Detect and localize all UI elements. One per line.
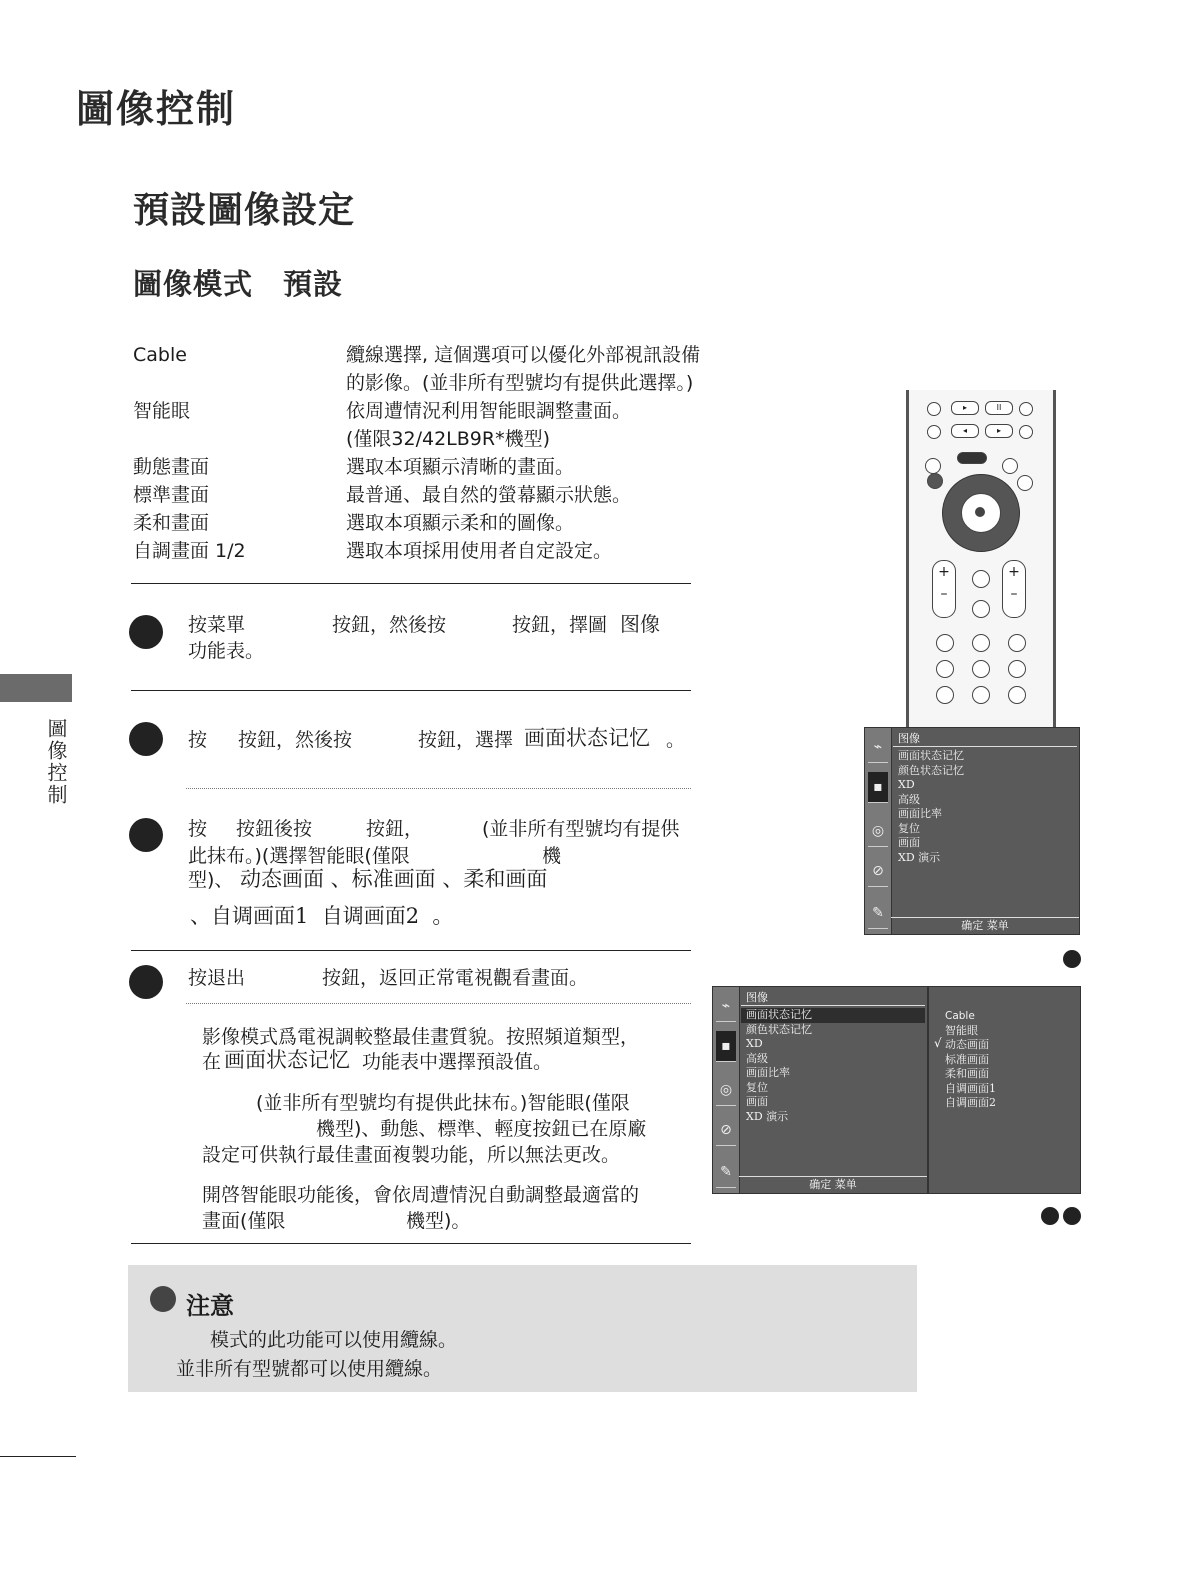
osd-item[interactable]: 高级: [746, 1051, 768, 1065]
step-3-text-1b: 按鈕後按: [236, 818, 313, 840]
info-line-3: (並非所有型號均有提供此抹布。)智能眼(僅限: [256, 1092, 630, 1114]
forward-button: ▸: [985, 424, 1013, 438]
note-bullet-icon: [150, 1286, 176, 1312]
info-menu-name: 画面状态记忆: [224, 1048, 350, 1072]
prev-button: [927, 425, 941, 439]
mode-name-smart-eye: 智能眼: [133, 400, 191, 422]
step-3-bullet: [129, 818, 163, 852]
osd-item[interactable]: 画面: [746, 1095, 768, 1108]
osd-item[interactable]: XD 演示: [898, 850, 941, 864]
info-line-6: 開啓智能眼功能後，會依周遭情況自動調整最適當的: [202, 1184, 640, 1206]
number-button: [972, 634, 990, 652]
exit-button: [1002, 458, 1018, 474]
osd-item[interactable]: 复位: [746, 1080, 768, 1094]
info-line-2a: 在: [202, 1051, 222, 1073]
step-2-text-c: 按鈕，選擇: [418, 729, 514, 751]
step-4-bullet: [129, 965, 163, 999]
osd-submenu: [928, 986, 1081, 1194]
figure-marker: [1063, 950, 1081, 968]
dotted-divider: [186, 1003, 691, 1004]
osd-item[interactable]: 高级: [898, 792, 920, 806]
option-icon: ✎: [868, 898, 888, 929]
ok-center-icon: [975, 507, 985, 517]
osd-item-list: [898, 749, 964, 865]
number-button: [936, 634, 954, 652]
rewind-button: ◂: [951, 424, 979, 438]
divider: [131, 950, 691, 951]
note-line-1: 模式的此功能可以使用纜線。: [210, 1329, 458, 1351]
step-3-text-1d: (並非所有型號均有提供: [482, 818, 680, 840]
number-button: [936, 686, 954, 704]
stop-button: [1019, 402, 1033, 416]
osd-subitem-selected[interactable]: 动态画面: [945, 1038, 989, 1051]
step-3-text-2a: 此抹布。)(選擇智能眼(僅限: [188, 845, 410, 867]
step-2-menu-name: 画面状态记忆: [524, 726, 650, 750]
subsection-title: 圖像模式 預設: [133, 267, 344, 301]
minus-icon: –: [1010, 586, 1018, 602]
time-icon: ⊘: [868, 856, 888, 887]
info-button: [1017, 475, 1033, 491]
number-button: [1008, 660, 1026, 678]
channel-rocker: [1002, 560, 1026, 618]
mode-name-cable: Cable: [133, 344, 187, 366]
step-3-text-1a: 按: [188, 818, 208, 840]
mode-desc-smart-eye: 依周遭情況利用智能眼調整畫面。 (僅限32/42LB9R*機型): [346, 400, 632, 450]
step-3-user-modes: 、自调画面1 自调画面2 。: [190, 904, 454, 928]
record-button: [927, 402, 941, 416]
info-line-7a: 畫面(僅限: [202, 1210, 286, 1232]
time-icon: ⊘: [716, 1115, 736, 1146]
osd-footer: 确定 菜单: [891, 917, 1079, 934]
side-tab-marker: [0, 674, 72, 702]
satellite-icon: ⌁: [716, 991, 736, 1022]
osd-subitem[interactable]: 自调画面2: [945, 1096, 996, 1109]
step-1-bullet: [129, 615, 163, 649]
divider: [131, 583, 691, 584]
number-button: [1008, 686, 1026, 704]
note-title: 注意: [186, 1292, 234, 1320]
section-title: 預設圖像設定: [133, 190, 356, 231]
fav-button: [972, 570, 990, 588]
dotted-divider: [186, 788, 691, 789]
step-3-text-2b: 機: [542, 845, 562, 867]
volume-rocker: [932, 560, 956, 618]
remote-control: [906, 390, 1056, 735]
divider: [131, 690, 691, 691]
step-3-text-3a: 型)、: [188, 869, 234, 891]
step-3-text-1c: 按鈕，: [366, 818, 424, 840]
chapter-title: 圖像控制: [76, 87, 237, 131]
audio-icon: ◎: [868, 816, 888, 847]
info-line-7b: 機型)。: [406, 1210, 471, 1232]
picture-icon: ▪: [716, 1031, 736, 1062]
number-button: [972, 660, 990, 678]
osd-subitem[interactable]: Cable: [945, 1010, 975, 1022]
osd-item[interactable]: 复位: [898, 821, 920, 835]
info-line-5: 設定可供執行最佳畫面複製功能，所以無法更改。: [202, 1144, 621, 1166]
osd-subitem[interactable]: 标准画面: [945, 1052, 989, 1066]
mode-desc-mild: 選取本項顯示柔和的圖像。: [346, 512, 575, 534]
plus-icon: +: [1008, 564, 1020, 580]
step-1-text-e: 功能表。: [188, 640, 265, 662]
osd-item-selected[interactable]: 画面状态记忆: [741, 1008, 925, 1023]
figure-marker: [1063, 1207, 1081, 1225]
mode-name-mild: 柔和畫面: [133, 512, 210, 534]
plus-icon: +: [938, 564, 950, 580]
info-line-1: 影像模式爲電視調較整最佳畫質貌。按照頻道類型，: [202, 1026, 640, 1048]
mode-name-standard: 標準畫面: [133, 484, 210, 506]
satellite-icon: ⌁: [868, 732, 888, 763]
osd-item[interactable]: 画面状态记忆: [898, 749, 964, 762]
step-2-text-e: 。: [666, 729, 686, 751]
osd-rule: [893, 746, 1077, 747]
osd-item[interactable]: 画面比率: [898, 807, 942, 820]
next-button: [1019, 425, 1033, 439]
pause-button: II: [985, 401, 1013, 415]
osd-submenu-list: [945, 1009, 996, 1111]
step-4-text-a: 按退出: [188, 967, 246, 989]
note-line-2: 並非所有型號都可以使用纜線。: [176, 1358, 443, 1380]
mute-button: [972, 600, 990, 618]
number-button: [1008, 634, 1026, 652]
step-3-mode-list: 动态画面 、标准画面 、柔和画面: [240, 867, 548, 891]
osd-sidebar: [865, 728, 892, 934]
number-button: [936, 660, 954, 678]
mode-name-dynamic: 動態畫面: [133, 456, 210, 478]
figure-marker: [1041, 1207, 1059, 1225]
osd-item[interactable]: 颜色状态记忆: [898, 763, 964, 777]
step-1-menu-name: 图像: [620, 612, 660, 636]
osd-item[interactable]: 颜色状态记忆: [746, 1022, 812, 1036]
osd-title: 图像: [898, 732, 920, 745]
mode-desc-dynamic: 選取本項顯示清晰的畫面。: [346, 456, 575, 478]
step-2-bullet: [129, 722, 163, 756]
q-view-button: [927, 473, 943, 489]
info-line-4: 機型)、動態、標準、輕度按鈕已在原廠: [316, 1118, 647, 1140]
osd-subitem[interactable]: 柔和画面: [945, 1067, 989, 1080]
mode-desc-cable: 纜線選擇, 這個選項可以優化外部視訊設備 的影像。(並非所有型號均有提供此選擇。): [346, 344, 701, 394]
osd-rule: [741, 1005, 925, 1006]
step-2-text-a: 按: [188, 729, 208, 751]
step-1-text-b: 按鈕，然後按: [332, 614, 447, 636]
osd-sidebar: [713, 987, 740, 1193]
side-tab-label: 圖像控制: [44, 718, 68, 806]
play-button: ▸: [951, 401, 979, 415]
audio-icon: ◎: [716, 1075, 736, 1106]
step-2-text-b: 按鈕，然後按: [238, 729, 353, 751]
option-icon: ✎: [716, 1157, 736, 1188]
menu-button: [925, 458, 941, 474]
osd-item[interactable]: XD: [746, 1037, 763, 1050]
osd-item[interactable]: XD: [898, 778, 915, 791]
step-1-text-a: 按菜單: [188, 614, 246, 636]
osd-subitem[interactable]: 智能眼: [945, 1023, 978, 1037]
number-button: [972, 686, 990, 704]
info-line-2b: 功能表中選擇預設值。: [356, 1051, 553, 1073]
osd-item[interactable]: 画面比率: [746, 1066, 790, 1079]
footer-rule: [0, 1456, 76, 1457]
ok-top-button: [957, 452, 987, 464]
osd-title: 图像: [746, 991, 768, 1004]
check-icon: √: [934, 1036, 942, 1050]
osd-item-list: [741, 1008, 925, 1124]
mode-desc-standard: 最普通、最自然的螢幕顯示狀態。: [346, 484, 632, 506]
step-4-text-b: 按鈕，返回正常電視觀看畫面。: [322, 967, 589, 989]
mode-name-user: 自調畫面 1/2: [133, 540, 246, 562]
osd-footer: 确定 菜单: [739, 1176, 927, 1193]
osd-picture-menu: [864, 727, 1080, 935]
osd-item[interactable]: 画面: [898, 836, 920, 849]
picture-icon: ▪: [868, 772, 888, 803]
minus-icon: –: [940, 586, 948, 602]
osd-subitem[interactable]: 自调画面1: [945, 1081, 996, 1095]
mode-desc-user: 選取本項採用使用者自定設定。: [346, 540, 613, 562]
step-1-text-c: 按鈕，擇圖: [512, 614, 608, 636]
osd-item[interactable]: XD 演示: [746, 1109, 789, 1123]
osd-picture-menu-2: [712, 986, 928, 1194]
divider: [131, 1243, 691, 1244]
